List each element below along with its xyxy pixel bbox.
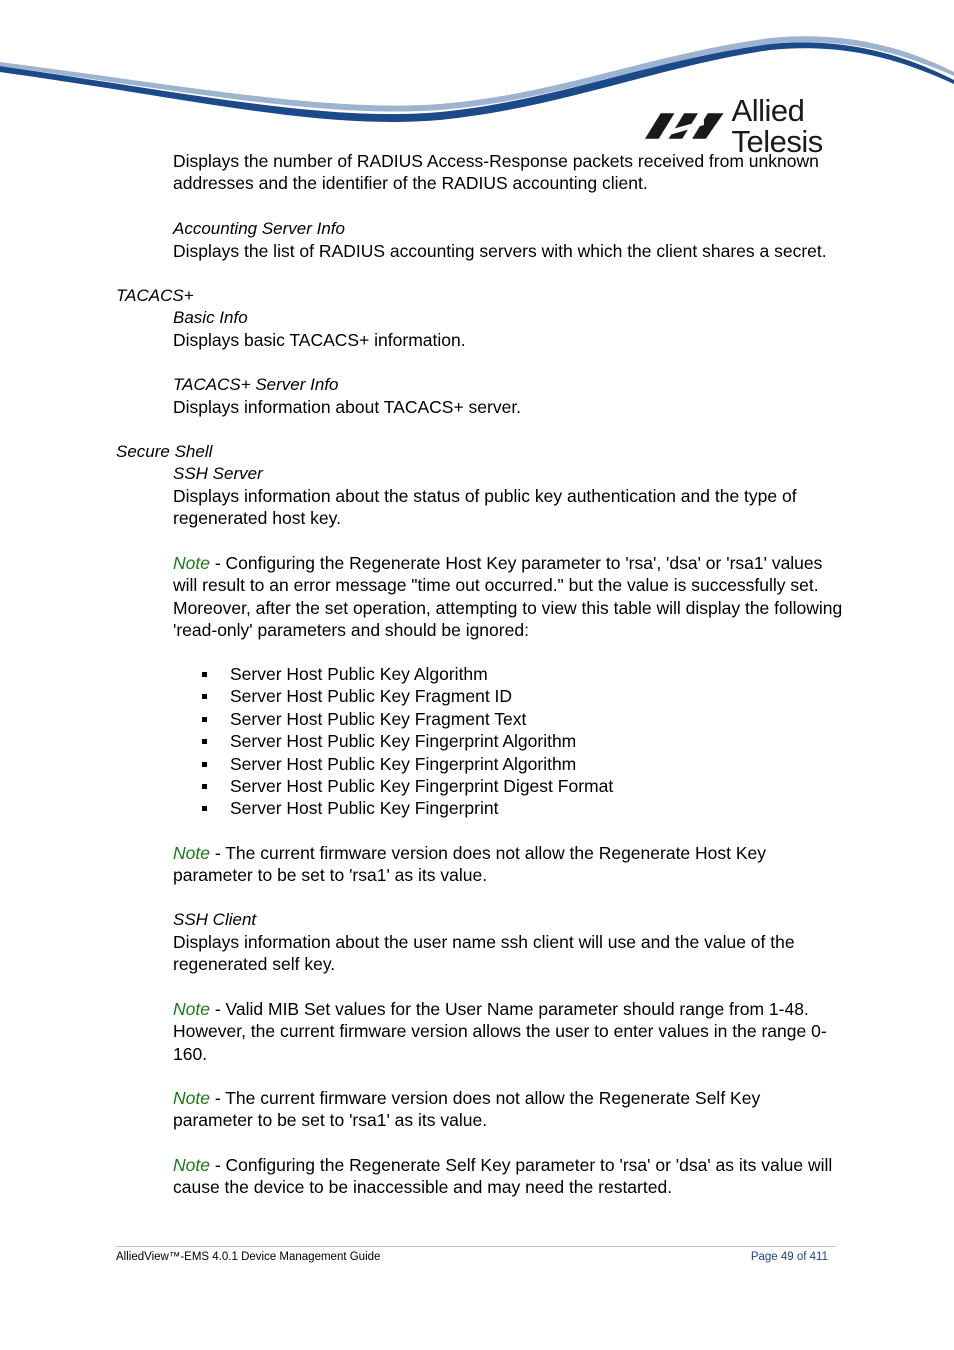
list-item: Server Host Public Key Algorithm [200,663,613,685]
allied-telesis-mark-icon [645,112,724,140]
tacacs-server-info-text: Displays information about TACACS+ server. [173,397,522,417]
note-label: Note [173,999,210,1019]
note-text: - Valid MIB Set values for the User Name parameter should range from 1-48. However, the current firmware version allows the user to enter values in the range 0-160. [173,999,827,1064]
list-item: Server Host Public Key Fragment Text [200,708,613,730]
list-item: Server Host Public Key Fingerprint Digest Format [200,775,613,797]
ssh-client-heading: SSH Client [173,910,257,929]
basic-info-heading: Basic Info [173,308,248,327]
list-item: Server Host Public Key Fingerprint Algorithm [200,730,613,752]
note-text: - Configuring the Regenerate Self Key parameter to 'rsa' or 'dsa' as its value will cause the device to be inaccessible and may need the restarted. [173,1155,833,1198]
logo-wordmark: Allied Telesis [731,93,823,159]
note-label: Note [173,1088,210,1108]
note-label: Note [173,843,210,863]
footer-page-number: Page 49 of 411 [750,1251,828,1263]
tacacs-heading: TACACS+ [116,286,194,305]
footer-divider [116,1246,836,1247]
secure-shell-heading: Secure Shell [116,442,213,461]
ssh-server-heading: SSH Server [173,464,263,483]
note-label: Note [173,1155,210,1175]
accounting-server-info-text: Displays the list of RADIUS accounting servers with which the client shares a secret. [173,241,827,261]
ssh-client-text: Displays information about the user name ssh client will use and the value of the regenerated self key. [173,932,795,975]
list-item: Server Host Public Key Fingerprint Algorithm [200,753,613,775]
basic-info-text: Displays basic TACACS+ information. [173,330,466,350]
ssh-server-text: Displays information about the status of public key authentication and the type of regenerated host key. [173,486,797,529]
allied-telesis-logo [645,93,900,159]
note-text: - Configuring the Regenerate Host Key parameter to 'rsa', 'dsa' or 'rsa1' values will result to an error message "time out occurred." but the value is successfully set. Moreover, after the set operation, attempting to view this table will display the following 'read-only' parameters and should be ignored: [173,553,843,641]
note-text: - The current firmware version does not allow the Regenerate Self Key parameter to be set to 'rsa1' as its value. [173,1088,761,1131]
note-self-key-rsa1 [173,1087,843,1132]
note-host-key-rsa1 [173,842,843,887]
tacacs-server-info-heading: TACACS+ Server Info [173,375,339,394]
note-text: - The current firmware version does not allow the Regenerate Host Key parameter to be set to 'rsa1' as its value. [173,843,767,886]
note-user-name-range [173,998,843,1065]
note-self-key-inaccessible [173,1154,843,1199]
accounting-server-info-heading: Accounting Server Info [173,219,345,238]
list-item: Server Host Public Key Fingerprint [200,797,613,819]
read-only-parameters-list [200,663,613,820]
note-label: Note [173,553,210,573]
note-host-key-error [173,552,843,642]
footer-doc-title: AlliedView™-EMS 4.0.1 Device Management Guide [116,1251,381,1263]
list-item: Server Host Public Key Fragment ID [200,685,613,707]
radius-unknown-addresses-text: Displays the number of RADIUS Access-Response packets received from unknown addresses and the identifier of the RADIUS accounting client. [173,151,819,194]
